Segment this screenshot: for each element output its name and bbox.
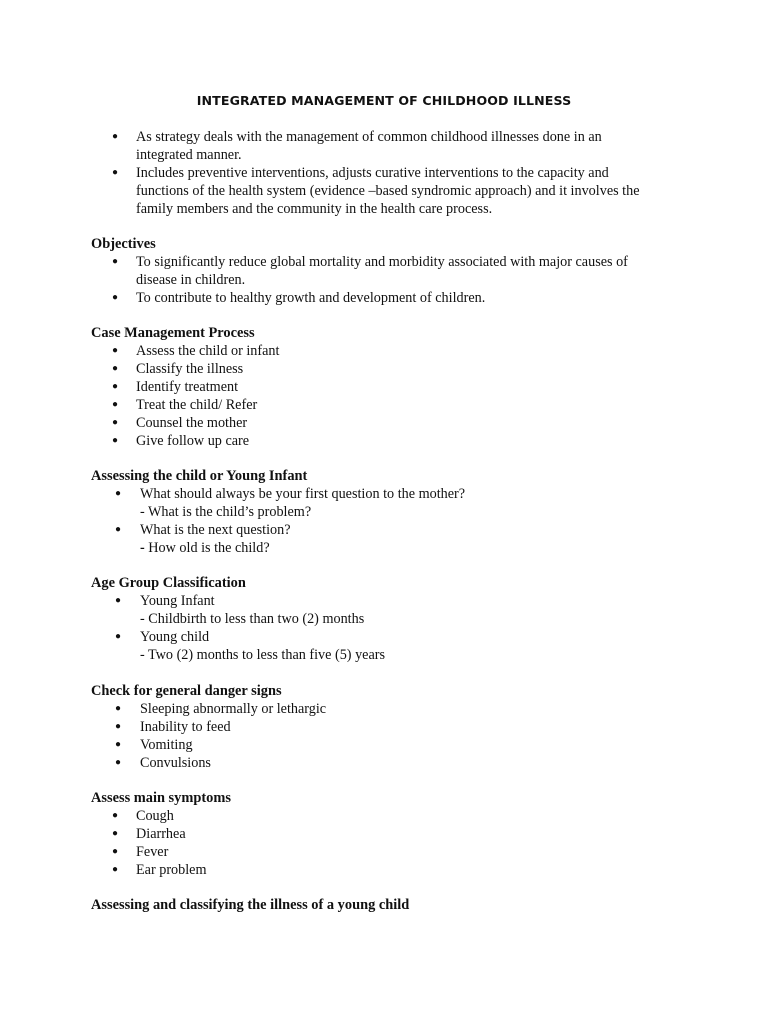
assessing-heading: Assessing the child or Young Infant	[91, 468, 308, 484]
bullet-icon: ●	[112, 435, 119, 446]
age-group-item-1-range: - Childbirth to less than two (2) months	[140, 611, 365, 627]
assessing-item-1	[115, 485, 695, 503]
list-item: Classify the illness	[136, 361, 244, 377]
bullet-icon: ●	[115, 757, 122, 768]
intro-bullet-2-line-1: Includes preventive interventions, adjusts curative interventions to the capacity and	[136, 165, 609, 181]
bullet-icon: ●	[112, 131, 119, 142]
intro-bullet-2	[112, 164, 692, 218]
intro-bullet-2-line-2: functions of the health system (evidence –based syndromic approach) and it involves the	[136, 183, 640, 199]
list-item: Convulsions	[140, 755, 211, 771]
bullet-icon: ●	[112, 399, 119, 410]
bullet-icon: ●	[112, 292, 119, 303]
objective-item-1	[112, 253, 692, 289]
bullet-icon: ●	[112, 810, 119, 821]
list-item: Give follow up care	[136, 433, 250, 449]
main-symptom-item-1	[112, 807, 692, 825]
bullet-icon: ●	[115, 595, 122, 606]
assessing-item-1-text: What should always be your first question to the mother?	[140, 486, 466, 502]
age-group-item-1	[115, 592, 695, 610]
bullet-icon: ●	[112, 846, 119, 857]
list-item: Assess the child or infant	[136, 343, 280, 359]
bullet-icon: ●	[112, 417, 119, 428]
main-symptom-item-2	[112, 825, 692, 843]
list-item: Inability to feed	[140, 719, 231, 735]
objectives-heading: Objectives	[91, 236, 156, 252]
bullet-icon: ●	[115, 631, 122, 642]
bullet-icon: ●	[115, 488, 122, 499]
main-symptom-item-4	[112, 861, 692, 879]
bullet-icon: ●	[115, 703, 122, 714]
objective-item-2	[112, 289, 692, 307]
classifying-young-child-heading: Assessing and classifying the illness of a young child	[91, 897, 410, 913]
age-group-item-1-text: Young Infant	[140, 593, 215, 609]
intro-bullet-1-line-1: As strategy deals with the management of common childhood illnesses done in an	[136, 129, 602, 145]
age-group-item-2-range: - Two (2) months to less than five (5) years	[140, 647, 386, 663]
intro-bullet-1	[112, 128, 692, 164]
assessing-item-2-text: What is the next question?	[140, 522, 291, 538]
list-item: Counsel the mother	[136, 415, 248, 431]
objective-item-1-line-1: To significantly reduce global mortality and morbidity associated with major causes of	[136, 254, 628, 270]
case-management-item-4	[112, 396, 692, 414]
case-management-item-1	[112, 342, 692, 360]
list-item: Fever	[136, 844, 169, 860]
case-management-heading: Case Management Process	[91, 325, 255, 341]
bullet-icon: ●	[112, 864, 119, 875]
danger-sign-item-3	[115, 736, 695, 754]
intro-bullet-2-line-3: family members and the community in the health care process.	[136, 201, 493, 217]
danger-sign-item-4	[115, 754, 695, 772]
objective-item-2-text: To contribute to healthy growth and development of children.	[136, 290, 486, 306]
list-item: Ear problem	[136, 862, 207, 878]
assessing-item-2	[115, 521, 695, 539]
age-group-item-2-text: Young child	[140, 629, 210, 645]
bullet-icon: ●	[115, 524, 122, 535]
bullet-icon: ●	[112, 381, 119, 392]
bullet-icon: ●	[112, 256, 119, 267]
main-symptoms-heading: Assess main symptoms	[91, 790, 231, 806]
bullet-icon: ●	[112, 363, 119, 374]
danger-signs-heading: Check for general danger signs	[91, 683, 282, 699]
list-item: Sleeping abnormally or lethargic	[140, 701, 327, 717]
list-item: Identify treatment	[136, 379, 239, 395]
document-title: INTEGRATED MANAGEMENT OF CHILDHOOD ILLNESS	[196, 93, 572, 108]
main-symptom-item-3	[112, 843, 692, 861]
list-item: Cough	[136, 808, 174, 824]
list-item: Diarrhea	[136, 826, 186, 842]
bullet-icon: ●	[112, 167, 119, 178]
objective-item-1-line-2: disease in children.	[136, 272, 246, 288]
bullet-icon: ●	[115, 721, 122, 732]
list-item: Treat the child/ Refer	[136, 397, 258, 413]
assessing-item-2-answer	[140, 539, 270, 557]
case-management-item-3	[112, 378, 692, 396]
assessing-item-1-answer: - What is the child’s problem?	[140, 504, 312, 520]
danger-sign-item-1	[115, 700, 695, 718]
danger-sign-item-2	[115, 718, 695, 736]
answer-dash: -	[140, 540, 145, 556]
case-management-item-5	[112, 414, 692, 432]
age-group-heading: Age Group Classification	[91, 575, 246, 591]
bullet-icon: ●	[112, 828, 119, 839]
answer-text: How old is the child?	[144, 540, 270, 556]
bullet-icon: ●	[112, 345, 119, 356]
case-management-item-6	[112, 432, 692, 450]
list-item: Vomiting	[140, 737, 193, 753]
intro-bullet-1-line-2: integrated manner.	[136, 147, 242, 163]
case-management-item-2	[112, 360, 692, 378]
bullet-icon: ●	[115, 739, 122, 750]
age-group-item-2	[115, 628, 695, 646]
